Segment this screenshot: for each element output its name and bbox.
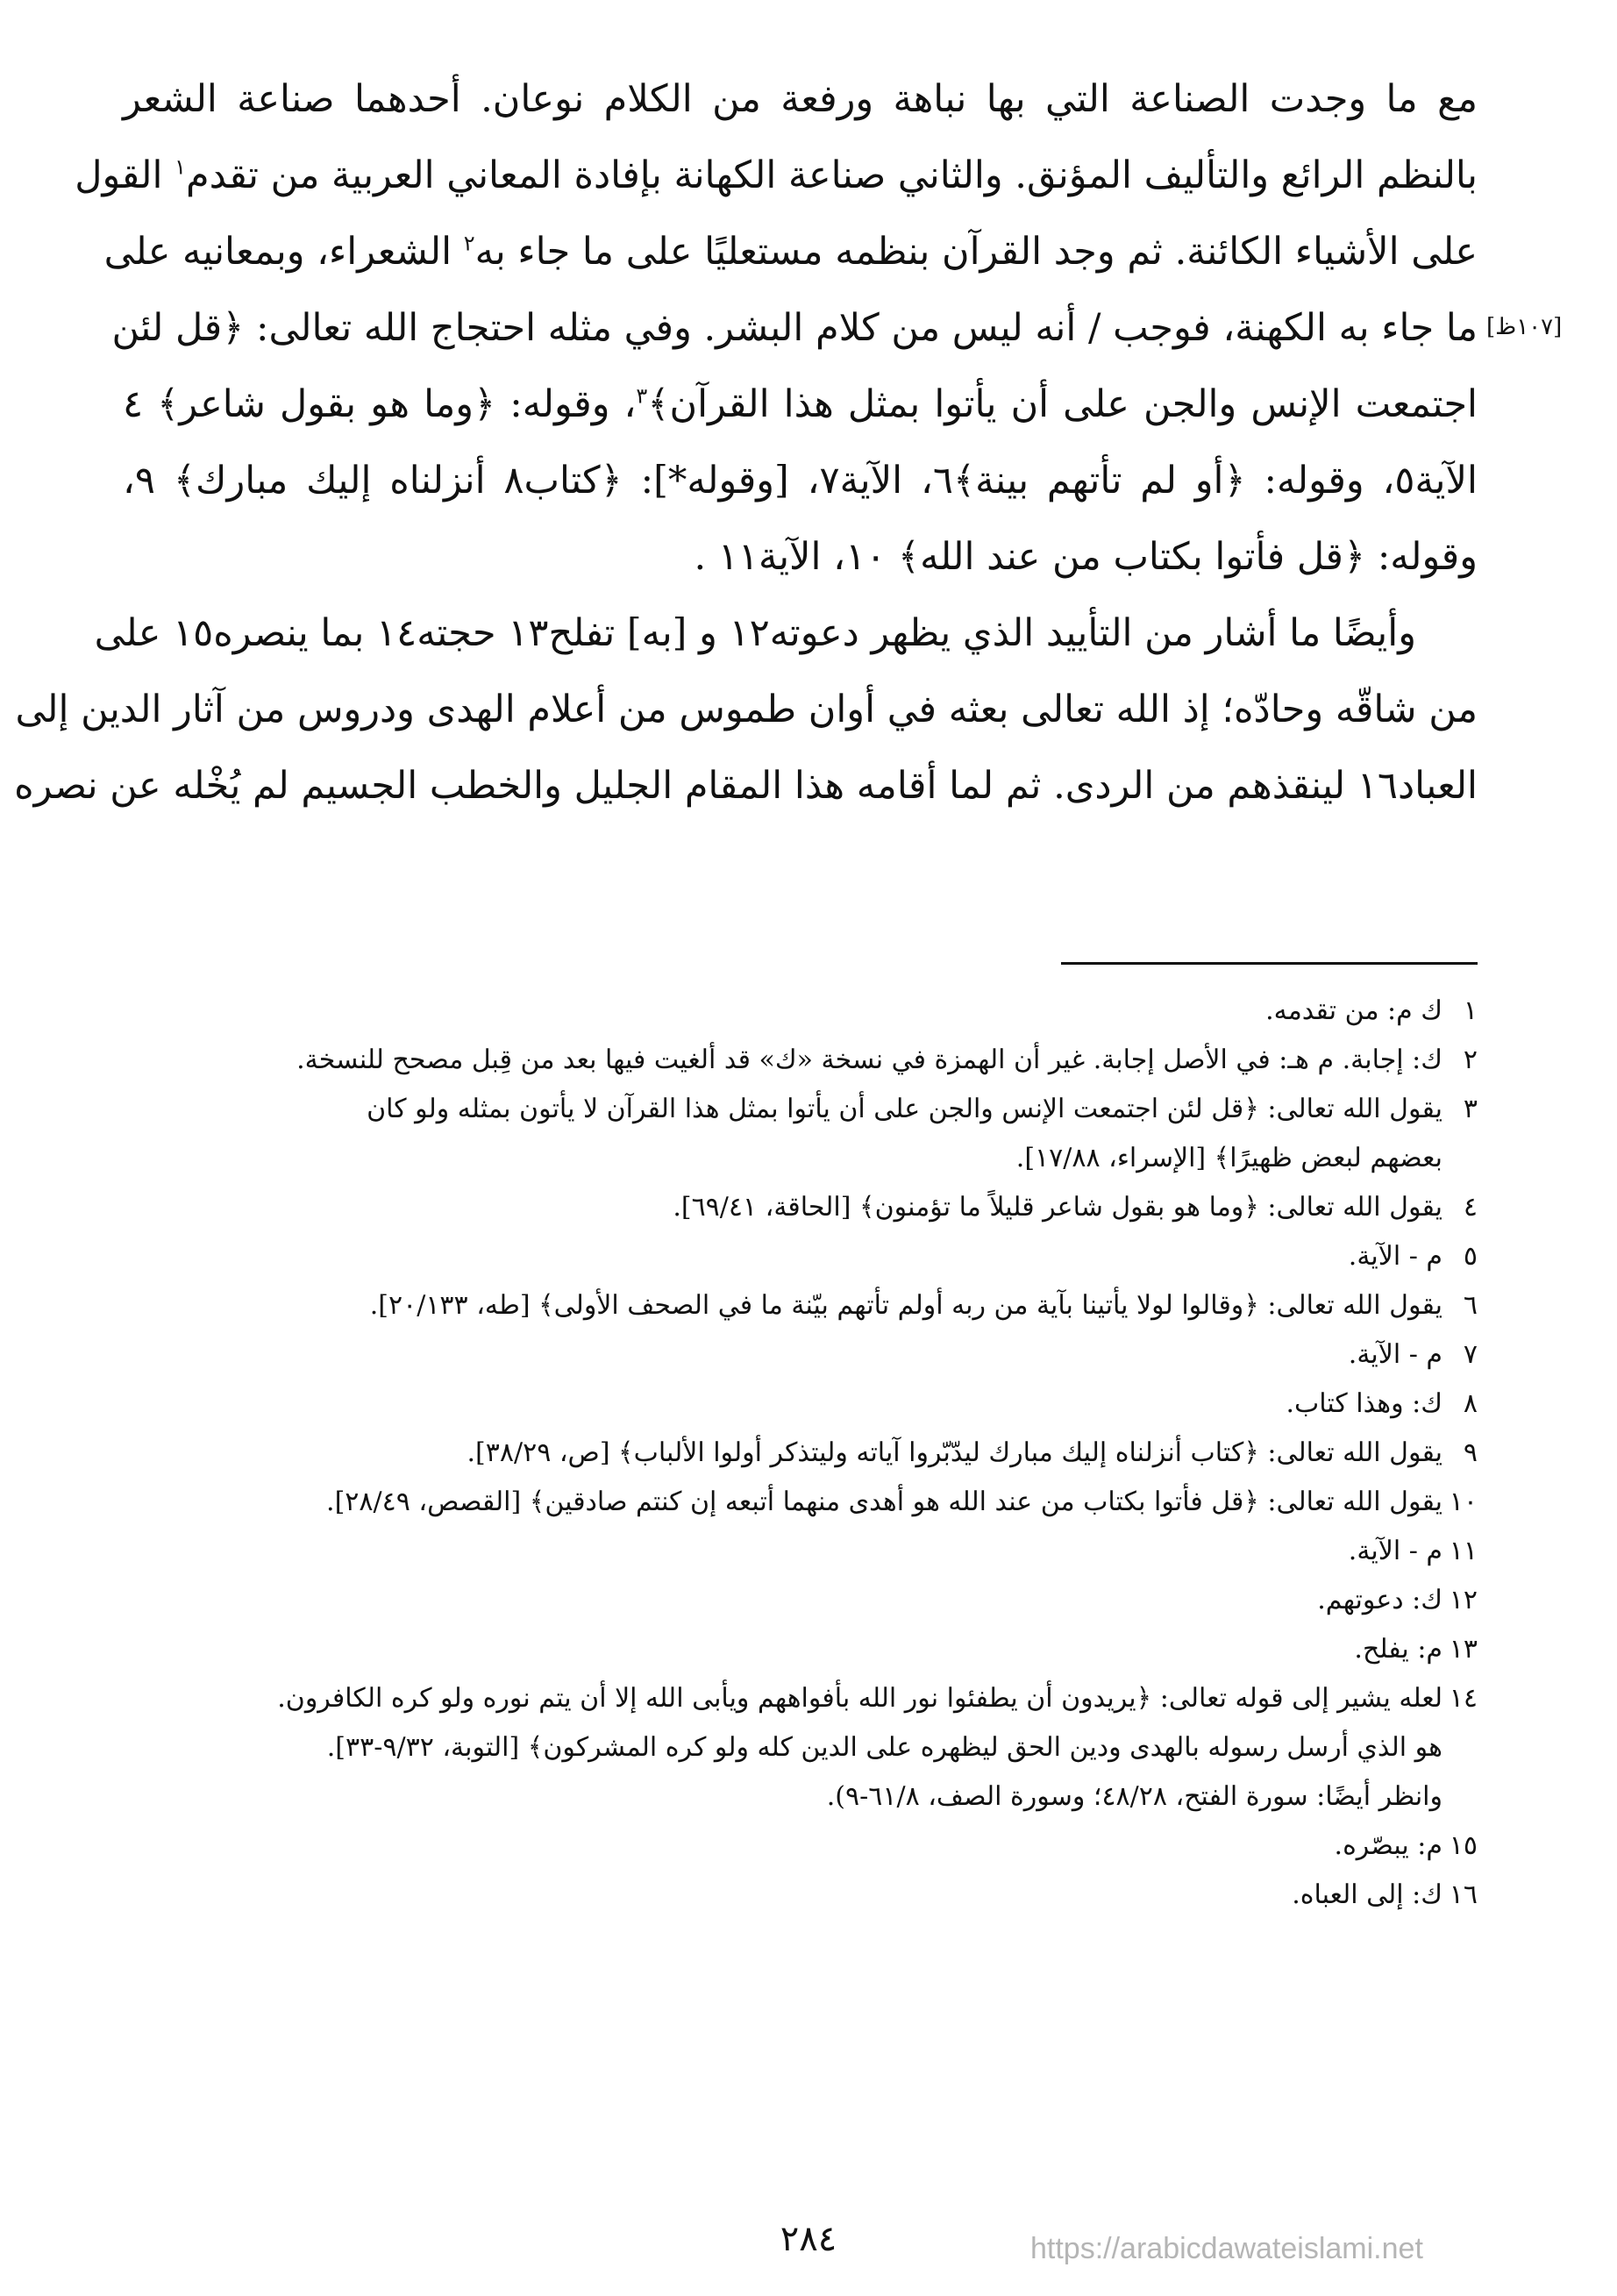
footnote-text: ك: دعوتهم. bbox=[1317, 1585, 1442, 1615]
footnote-text: م - الآية. bbox=[1348, 1339, 1442, 1370]
footnote-item bbox=[123, 1429, 1478, 1478]
footnotes bbox=[123, 987, 1478, 1920]
body-line-9: من شاقّه وحادّه؛ إذ الله تعالى بعثه في أوان طموس من أعلام الهدى ودروس من آثار الدين إلى bbox=[15, 688, 1478, 731]
footnote-item bbox=[123, 1380, 1478, 1429]
footnote-text: ك: إجابة. م هـ: في الأصل إجابة. غير أن الهمزة في نسخة «ك» قد ألغيت فيها بعد من قِبل مصحح للنسخة. bbox=[296, 1045, 1442, 1075]
footnote-text: ك: وهذا كتاب. bbox=[1286, 1388, 1442, 1419]
footnote-text: يقول الله تعالى: ﴿قل لئن اجتمعت الإنس والجن على أن يأتوا بمثل هذا القرآن لا يأتون بمثله ولو كان بعضهم لبعض ظهيرًا﴾ [الإسراء، ١٧/٨٨]. bbox=[367, 1094, 1442, 1173]
footnote-item bbox=[123, 1183, 1478, 1232]
footnote-text: ك م: من تقدمه. bbox=[1265, 995, 1442, 1026]
footnote-ref[interactable]: ١ bbox=[175, 154, 187, 180]
page-number: ٢٨٤ bbox=[780, 2219, 837, 2259]
footnote-text: لعله يشير إلى قوله تعالى: ﴿يريدون أن يطفئوا نور الله بأفواههم ويأبى الله إلا أن يتم نوره ولو كره الكافرون. هو الذي أرسل رسوله بالهدى ودين الحق ليظهره على الدين كله ولو كره المشركون﴾ [التوبة، ٩/٣٢-٣٣]. وانظر أيضًا: سورة الفتح، ٤٨/٢٨؛ وسورة الصف، ٦١/٨-٩). bbox=[277, 1683, 1442, 1812]
footnote-number: ٢ bbox=[1463, 1045, 1478, 1075]
footnote-number: ١٥ bbox=[1449, 1830, 1478, 1861]
body-line-6: الآية٥، وقوله: ﴿أو لم تأتهم بينة﴾٦، الآية٧، [وقوله*]: ﴿كتاب٨ أنزلناه إليك مبارك﴾ ٩، bbox=[123, 459, 1478, 503]
footnote-item bbox=[123, 1036, 1478, 1085]
footnote-number: ١٤ bbox=[1449, 1683, 1478, 1714]
body-line-5: اجتمعت الإنس والجن على أن يأتوا بمثل هذا القرآن﴾$^٣$، وقوله: ﴿وما هو بقول شاعر﴾ ٤ bbox=[123, 382, 1478, 426]
footnote-item bbox=[123, 1232, 1478, 1281]
footnote-text: يقول الله تعالى: ﴿قل فأتوا بكتاب من عند الله هو أهدى منهما أتبعه إن كنتم صادقين﴾ [القصص، ٢٨/٤٩]. bbox=[326, 1487, 1442, 1517]
footnote-text: يقول الله تعالى: ﴿وقالوا لولا يأتينا بآية من ربه أولم تأتهم بيّنة ما في الصحف الأولى﴾ [طه، ٢٠/١٣٣]. bbox=[369, 1290, 1442, 1321]
footnote-item bbox=[123, 1478, 1478, 1527]
footnote-item bbox=[123, 987, 1478, 1036]
folio-margin-note: [١٠٧ظ] bbox=[1486, 314, 1563, 340]
footnote-number: ٧ bbox=[1463, 1339, 1478, 1370]
footnote-item bbox=[123, 1625, 1478, 1674]
footnote-item bbox=[123, 1085, 1478, 1183]
footnote-number: ١٢ bbox=[1449, 1585, 1478, 1615]
footnote-item bbox=[123, 1822, 1478, 1871]
footnote-text: م: يفلح. bbox=[1354, 1634, 1442, 1665]
footnote-text: م - الآية. bbox=[1348, 1241, 1442, 1272]
footnote-number: ٤ bbox=[1463, 1192, 1478, 1223]
footnote-number: ٦ bbox=[1463, 1290, 1478, 1321]
footnote-ref[interactable]: ٢ bbox=[463, 231, 475, 256]
footnote-text: يقول الله تعالى: ﴿وما هو بقول شاعر قليلاً ما تؤمنون﴾ [الحاقة، ٦٩/٤١]. bbox=[673, 1192, 1442, 1223]
footnote-number: ٥ bbox=[1463, 1241, 1478, 1272]
footnote-item bbox=[123, 1527, 1478, 1576]
footnote-number: ١١ bbox=[1449, 1536, 1478, 1566]
footnote-number: ٣ bbox=[1463, 1094, 1478, 1124]
body-line-1: مع ما وجدت الصناعة التي بها نباهة ورفعة من الكلام نوعان. أحدهما صناعة الشعر bbox=[123, 77, 1478, 121]
body-text bbox=[14, 61, 1478, 824]
body-line-3: على الأشياء الكائنة. ثم وجد القرآن بنظمه مستعليًا على ما جاء به$^٢$ الشعراء، وبمعانيه على bbox=[103, 230, 1478, 274]
footnote-item bbox=[123, 1281, 1478, 1330]
footnote-number: ٨ bbox=[1463, 1388, 1478, 1419]
footnote-number: ٩ bbox=[1463, 1437, 1478, 1468]
footnote-text: م: يبصّره. bbox=[1334, 1830, 1442, 1861]
watermark-url: https://arabicdawateislami.net bbox=[1030, 2232, 1423, 2265]
body-line-7: وقوله: ﴿قل فأتوا بكتاب من عند الله﴾ ١٠، الآية١١ . bbox=[694, 535, 1478, 579]
footnote-text: ك: إلى العباه. bbox=[1292, 1879, 1442, 1910]
footnote-number: ١ bbox=[1463, 995, 1478, 1026]
footnote-number: ١٣ bbox=[1449, 1634, 1478, 1665]
body-line-2: بالنظم الرائع والتأليف المؤنق. والثاني صناعة الكهانة بإفادة المعاني العربية من تقدم$^١$ القول bbox=[75, 153, 1478, 197]
footnote-number: ١٦ bbox=[1449, 1879, 1478, 1910]
body-line-4: ما جاء به الكهنة، فوجب / أنه ليس من كلام البشر. وفي مثله احتجاج الله تعالى: ﴿قل لئن bbox=[111, 306, 1478, 350]
body-line-8: وأيضًا ما أشار من التأييد الذي يظهر دعوته١٢ و [به] تفلح١٣ حجته١٤ بما ينصره١٥ على bbox=[94, 611, 1416, 655]
body-line-10: العباد١٦ لينقذهم من الردى. ثم لما أقامه هذا المقام الجليل والخطب الجسيم لم يُخْله عن نصره bbox=[14, 764, 1478, 808]
footnote-item bbox=[123, 1674, 1478, 1822]
footnote-text: يقول الله تعالى: ﴿كتاب أنزلناه إليك مبارك ليدّبّروا آياته وليتذكر أولوا الألباب﴾ [ص، ٣٨/٢٩]. bbox=[467, 1437, 1442, 1468]
footnote-separator bbox=[1061, 962, 1478, 965]
footnote-ref[interactable]: ٣ bbox=[636, 383, 648, 409]
footnote-text: م - الآية. bbox=[1348, 1536, 1442, 1566]
footnote-number: ١٠ bbox=[1449, 1487, 1478, 1517]
footnote-item bbox=[123, 1871, 1478, 1920]
footnote-item bbox=[123, 1576, 1478, 1625]
footnote-item bbox=[123, 1330, 1478, 1380]
